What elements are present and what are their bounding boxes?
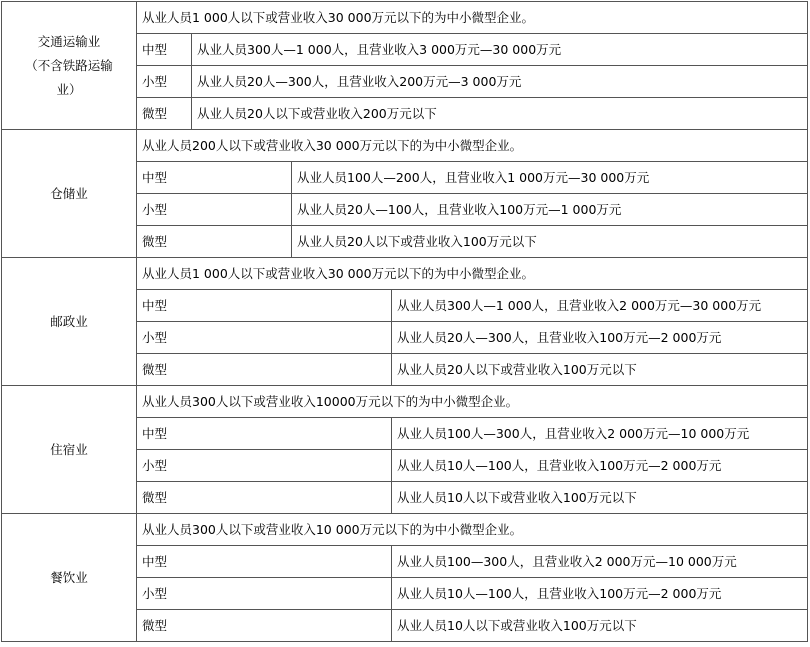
size-cell: 微型 xyxy=(137,610,392,642)
industry-line: 业） xyxy=(56,81,82,97)
summary-cell: 从业人员200人以下或营业收入30 000万元以下的为中小微型企业。 xyxy=(137,130,808,162)
size-cell: 微型 xyxy=(137,226,292,258)
summary-cell: 从业人员1 000人以下或营业收入30 000万元以下的为中小微型企业。 xyxy=(137,258,808,290)
size-cell: 小型 xyxy=(137,578,392,610)
enterprise-size-table xyxy=(1,1,808,642)
size-cell: 微型 xyxy=(137,482,392,514)
criteria-cell: 从业人员300人—1 000人，且营业收入3 000万元—30 000万元 xyxy=(192,34,808,66)
industry-cell-warehousing xyxy=(2,130,137,258)
size-cell: 中型 xyxy=(137,34,192,66)
criteria-cell: 从业人员300人—1 000人，且营业收入2 000万元—30 000万元 xyxy=(392,290,808,322)
size-cell: 微型 xyxy=(137,354,392,386)
criteria-cell: 从业人员10人—100人，且营业收入100万元—2 000万元 xyxy=(392,578,808,610)
industry-cell-accommodation xyxy=(2,386,137,514)
industry-cell-transport xyxy=(2,2,137,130)
size-cell: 微型 xyxy=(137,98,192,130)
criteria-cell: 从业人员20人以下或营业收入100万元以下 xyxy=(392,354,808,386)
size-cell: 中型 xyxy=(137,418,392,450)
industry-line: （不含铁路运输 xyxy=(25,57,113,73)
size-cell: 小型 xyxy=(137,194,292,226)
industry-line: 交通运输业 xyxy=(37,33,101,49)
industry-line: 仓储业 xyxy=(50,185,88,201)
criteria-cell: 从业人员10人以下或营业收入100万元以下 xyxy=(392,482,808,514)
size-cell: 小型 xyxy=(137,66,192,98)
summary-cell: 从业人员300人以下或营业收入10 000万元以下的为中小微型企业。 xyxy=(137,514,808,546)
industry-line: 餐饮业 xyxy=(50,569,88,585)
size-cell: 小型 xyxy=(137,450,392,482)
size-cell: 中型 xyxy=(137,546,392,578)
size-cell: 中型 xyxy=(137,290,392,322)
criteria-cell: 从业人员100人—300人，且营业收入2 000万元—10 000万元 xyxy=(392,418,808,450)
criteria-cell: 从业人员20人—300人，且营业收入200万元—3 000万元 xyxy=(192,66,808,98)
criteria-cell: 从业人员20人—100人，且营业收入100万元—1 000万元 xyxy=(292,194,808,226)
criteria-cell: 从业人员10人以下或营业收入100万元以下 xyxy=(392,610,808,642)
criteria-cell: 从业人员20人以下或营业收入200万元以下 xyxy=(192,98,808,130)
criteria-cell: 从业人员10人—100人，且营业收入100万元—2 000万元 xyxy=(392,450,808,482)
criteria-cell: 从业人员100人—200人，且营业收入1 000万元—30 000万元 xyxy=(292,162,808,194)
industry-line: 住宿业 xyxy=(50,441,88,457)
industry-cell-catering xyxy=(2,514,137,642)
criteria-cell: 从业人员20人—300人，且营业收入100万元—2 000万元 xyxy=(392,322,808,354)
size-cell: 小型 xyxy=(137,322,392,354)
criteria-cell: 从业人员20人以下或营业收入100万元以下 xyxy=(292,226,808,258)
summary-cell: 从业人员300人以下或营业收入10000万元以下的为中小微型企业。 xyxy=(137,386,808,418)
industry-line: 邮政业 xyxy=(50,313,88,329)
size-cell: 中型 xyxy=(137,162,292,194)
summary-cell: 从业人员1 000人以下或营业收入30 000万元以下的为中小微型企业。 xyxy=(137,2,808,34)
criteria-cell: 从业人员100—300人，且营业收入2 000万元—10 000万元 xyxy=(392,546,808,578)
industry-cell-postal xyxy=(2,258,137,386)
